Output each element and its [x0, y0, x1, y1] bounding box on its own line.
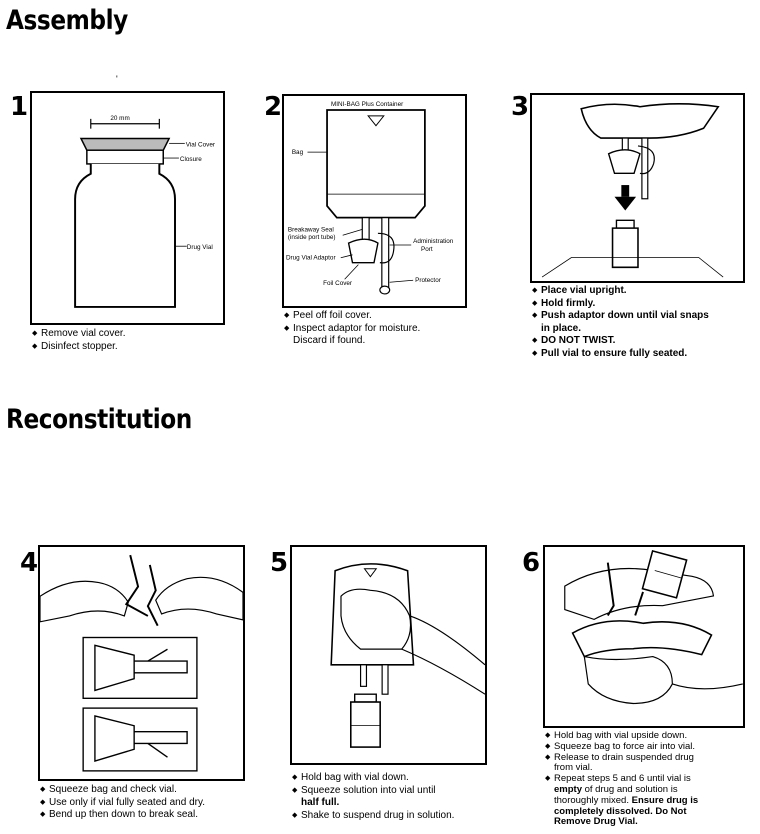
drain-vial-illustration	[545, 547, 743, 726]
step-1-instructions	[32, 328, 232, 353]
step-4-figure	[38, 545, 245, 781]
instruction-text: Push adaptor down until vial snaps	[541, 310, 709, 321]
instruction	[532, 348, 747, 361]
instruction: ◆ Remove vial cover.	[32, 328, 232, 341]
step-3-figure	[530, 93, 745, 283]
stray-mark: '	[116, 74, 118, 84]
instruction-text: Place vial upright.	[541, 285, 627, 296]
break-seal-illustration	[40, 547, 243, 779]
attach-vial-illustration	[532, 95, 743, 281]
instruction-text: DO NOT TWIST.	[541, 335, 616, 346]
seal-note-label: (inside port tube)	[287, 234, 336, 242]
step-5-instructions	[292, 772, 492, 822]
step-3-instructions	[532, 285, 747, 360]
instruction: ◆ Squeeze bag and check vial.	[40, 784, 255, 797]
instruction	[545, 817, 755, 828]
instruction	[532, 335, 747, 348]
vial-cover-label: Vial Cover	[185, 141, 216, 149]
instruction: from vial.	[554, 762, 593, 774]
seal-label: Breakaway Seal	[287, 226, 334, 234]
instruction: ◆ Use only if vial fully seated and dry.	[40, 797, 255, 810]
step-6-figure	[543, 545, 745, 728]
instruction: ◆ Release to drain suspended drug	[545, 753, 755, 764]
assembly-heading: Assembly	[6, 5, 128, 36]
instruction-text: completely dissolved. Do Not	[554, 805, 687, 817]
squeeze-bag-illustration	[292, 547, 485, 763]
protector-label: Protector	[415, 277, 441, 285]
step-5-number: 5	[270, 548, 289, 578]
instruction	[532, 298, 747, 311]
instruction	[532, 310, 747, 323]
instruction	[292, 797, 492, 810]
step-2-instructions	[284, 310, 484, 348]
instruction-text: Ensure drug is	[631, 794, 699, 806]
instruction: ◆ Disinfect stopper.	[32, 341, 232, 354]
step-6-number: 6	[522, 548, 541, 578]
closure-label: Closure	[179, 155, 202, 163]
instruction-text: thoroughly mixed.	[554, 794, 629, 806]
step-2-number: 2	[264, 92, 283, 122]
step-4-number: 4	[20, 548, 39, 578]
instruction: Discard if found.	[293, 335, 366, 346]
foil-label: Foil Cover	[323, 280, 353, 288]
instruction-text: Hold firmly.	[541, 297, 596, 309]
instruction-text: of drug and solution is	[584, 783, 678, 795]
instruction-text: empty	[554, 783, 582, 795]
instruction: ◆ Inspect adaptor for moisture.	[284, 323, 484, 336]
instruction-text: Remove Drug Vial.	[554, 816, 638, 828]
step-5-figure	[290, 545, 487, 765]
instruction-text: in place.	[541, 322, 582, 334]
dimension-label: 20 mm	[110, 114, 130, 122]
instruction: ◆ Shake to suspend drug in solution.	[292, 810, 492, 823]
step-1-number: 1	[10, 92, 29, 122]
admin-label: Administration	[413, 238, 454, 246]
instruction	[532, 285, 747, 298]
adaptor-label: Drug Vial Adaptor	[285, 254, 336, 262]
step-1-figure	[30, 91, 225, 325]
instruction: ◆ Squeeze solution into vial until	[292, 785, 492, 798]
instruction: ◆ Hold bag with vial upside down.	[545, 731, 755, 742]
instruction-text: half full.	[301, 797, 340, 808]
bag-label: Bag	[291, 149, 304, 157]
instruction	[532, 323, 747, 336]
port-label: Port	[420, 245, 433, 253]
drug-vial-label: Drug Vial	[186, 244, 213, 252]
instruction: ◆ Bend up then down to break seal.	[40, 809, 255, 822]
vial-illustration	[32, 93, 223, 323]
container-label: MINI-BAG Plus Container	[330, 101, 404, 109]
step-3-number: 3	[511, 92, 530, 122]
step-6-instructions	[545, 731, 755, 828]
step-4-instructions	[40, 784, 255, 822]
step-2-figure	[282, 94, 467, 308]
instruction: ◆ Peel off foil cover.	[284, 310, 484, 323]
minibag-illustration	[284, 96, 465, 306]
instruction-text: Pull vial to ensure fully seated.	[541, 347, 688, 359]
reconstitution-heading: Reconstitution	[6, 404, 192, 435]
instruction: ◆ Squeeze bag to force air into vial.	[545, 742, 755, 753]
instruction: ◆ Repeat steps 5 and 6 until vial is	[545, 774, 755, 785]
instruction: ◆ Hold bag with vial down.	[292, 772, 492, 785]
